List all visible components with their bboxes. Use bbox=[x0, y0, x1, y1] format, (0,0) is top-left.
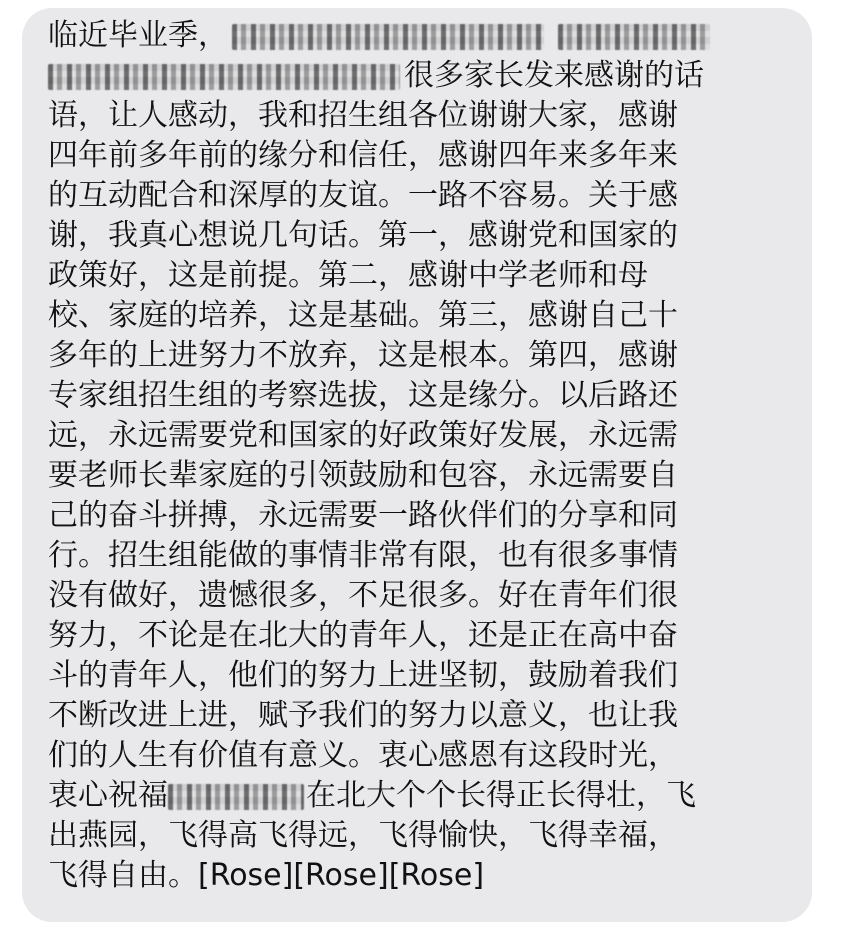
message-line: 要老师长辈家庭的引领鼓励和包容，永远需要自 bbox=[48, 458, 678, 493]
message-line: 努力，不论是在北大的青年人，还是正在高中奋 bbox=[48, 618, 678, 653]
redacted-text-block bbox=[232, 24, 544, 50]
message-line: 远，永远需要党和国家的好政策好发展，永远需 bbox=[48, 418, 678, 453]
message-text-segment: 在北大个个长得正长得壮，飞 bbox=[306, 778, 696, 813]
message-line: 专家组招生组的考察选拔，这是缘分。以后路还 bbox=[48, 378, 678, 413]
redacted-text-block bbox=[48, 64, 400, 90]
message-line: 四年前多年前的缘分和信任，感谢四年来多年来 bbox=[48, 138, 678, 173]
redacted-text-block bbox=[168, 784, 304, 810]
message-text-segment: 临近毕业季， bbox=[48, 18, 228, 53]
message-text bbox=[48, 16, 710, 896]
message-text-segment: 很多家长发来感谢的话 bbox=[404, 58, 704, 93]
message-line: 语，让人感动，我和招生组各位谢谢大家，感谢 bbox=[48, 98, 678, 133]
message-line: 没有做好，遗憾很多，不足很多。好在青年们很 bbox=[48, 578, 678, 613]
message-line: 不断改进上进，赋予我们的努力以意义，也让我 bbox=[48, 698, 678, 733]
message-line: 己的奋斗拼搏，永远需要一路伙伴们的分享和同 bbox=[48, 498, 678, 533]
message-text-segment: 衷心祝福 bbox=[48, 778, 168, 813]
message-line: 谢，我真心想说几句话。第一，感谢党和国家的 bbox=[48, 218, 678, 253]
message-line: 政策好，这是前提。第二，感谢中学老师和母 bbox=[48, 258, 648, 293]
message-line: 的互动配合和深厚的友谊。一路不容易。关于感 bbox=[48, 178, 678, 213]
message-line: 校、家庭的培养，这是基础。第三，感谢自己十 bbox=[48, 298, 678, 333]
message-line: 出燕园，飞得高飞得远，飞得愉快，飞得幸福， bbox=[48, 818, 678, 853]
message-line: 行。招生组能做的事情非常有限，也有很多事情 bbox=[48, 538, 678, 573]
message-line: 斗的青年人，他们的努力上进坚韧，鼓励着我们 bbox=[48, 658, 678, 693]
message-bubble[interactable] bbox=[22, 8, 812, 922]
message-line bbox=[48, 56, 710, 96]
message-line: 飞得自由。[Rose][Rose][Rose] bbox=[48, 858, 485, 893]
message-line bbox=[48, 776, 710, 816]
redacted-text-block bbox=[558, 24, 710, 50]
message-line: 多年的上进努力不放弃，这是根本。第四，感谢 bbox=[48, 338, 678, 373]
message-line: 们的人生有价值有意义。衷心感恩有这段时光， bbox=[48, 738, 678, 773]
message-line bbox=[48, 16, 710, 56]
